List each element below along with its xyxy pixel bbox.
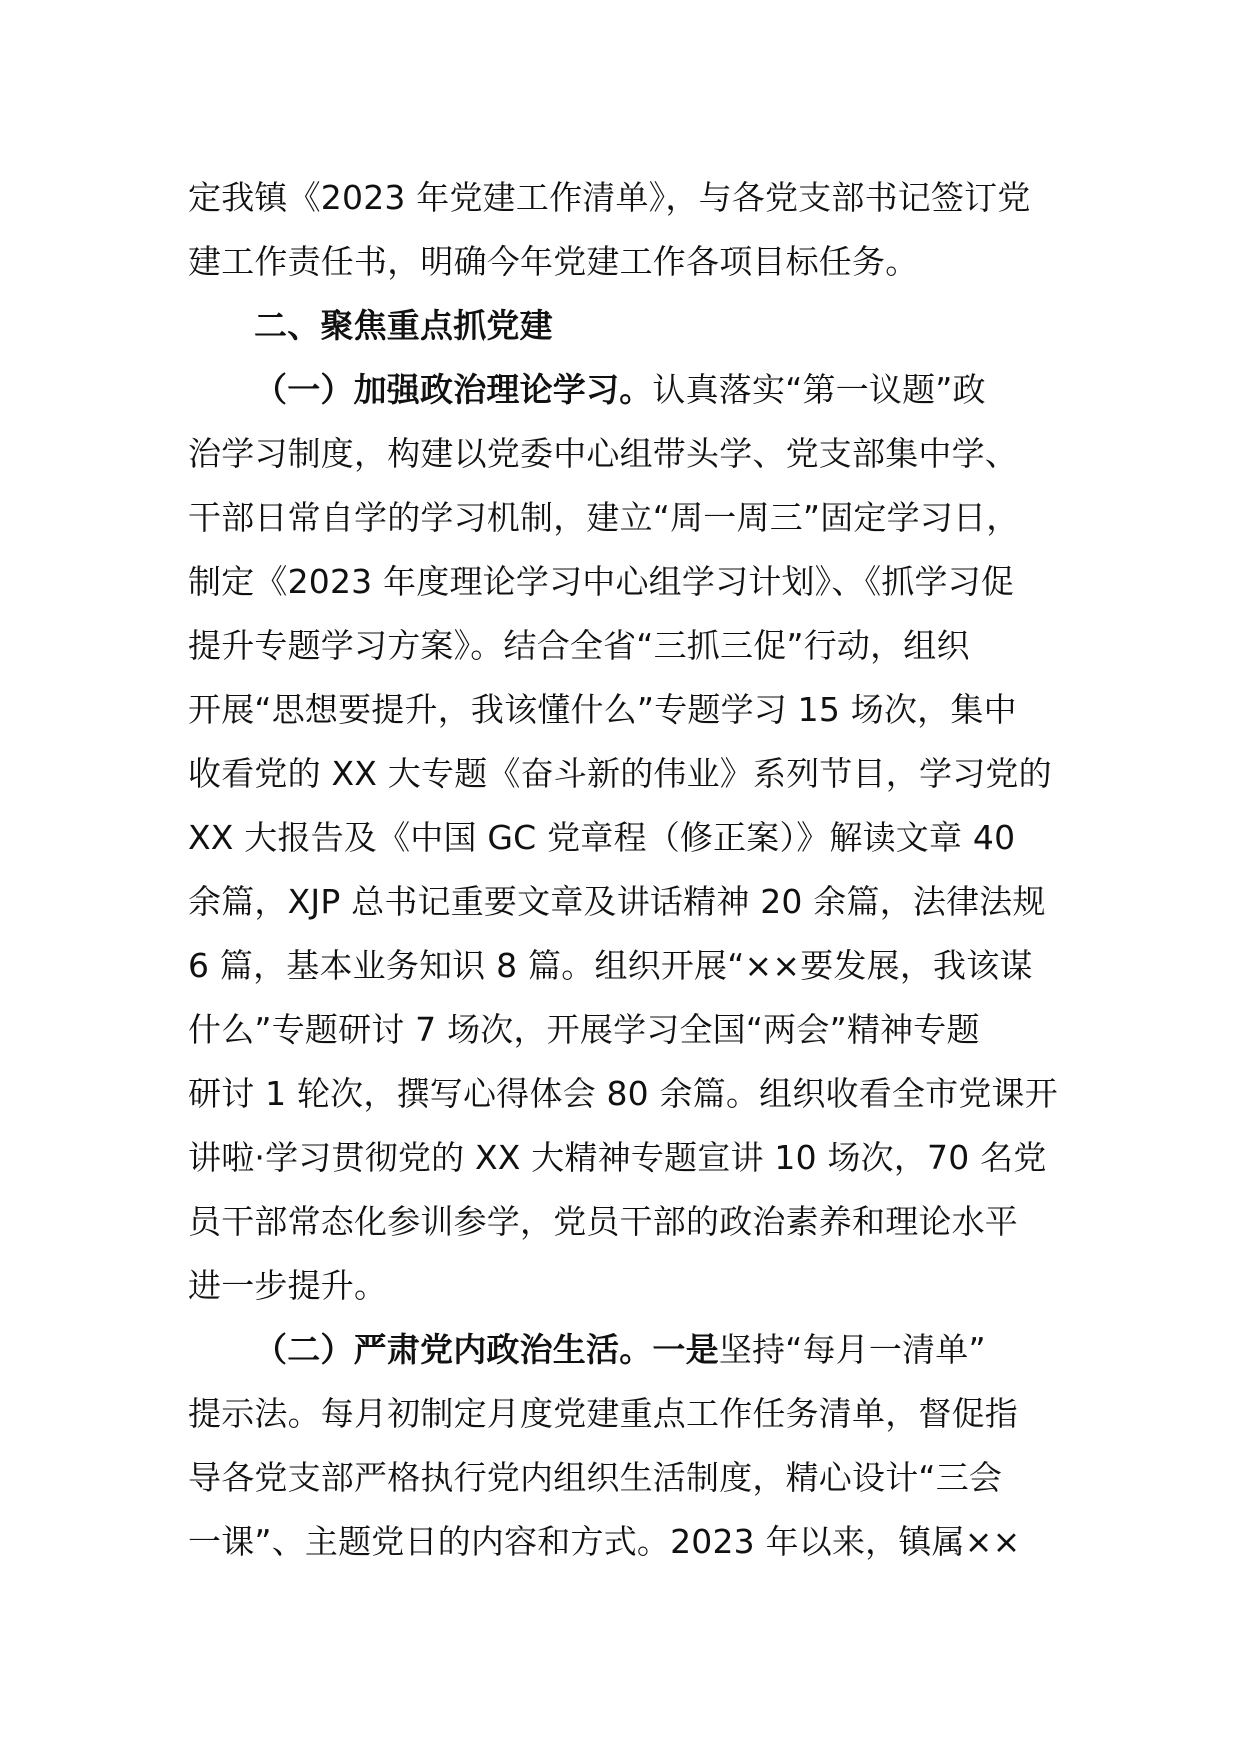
body-text: 提示法。每月初制定月度党建重点工作任务清单，督促指 (188, 1394, 1018, 1433)
text-line (188, 1062, 1060, 1126)
text-line (188, 742, 1060, 806)
body-text: 干部日常自学的学习机制，建立“周一周三”固定学习日， (188, 498, 1020, 537)
text-line (188, 1190, 1060, 1254)
document-body (188, 166, 1060, 1574)
body-text: 余篇，XJP 总书记重要文章及讲话精神 20 余篇，法律法规 (188, 882, 1046, 921)
text-line (188, 294, 1060, 358)
text-line (188, 422, 1060, 486)
text-line (188, 358, 1060, 422)
text-line (188, 1254, 1060, 1318)
text-line (188, 1382, 1060, 1446)
text-line (188, 486, 1060, 550)
text-line (188, 550, 1060, 614)
body-text: 定我镇《2023 年党建工作清单》，与各党支部书记签订党 (188, 178, 1031, 217)
text-line (188, 934, 1060, 998)
bold-heading-text: 二、聚焦重点抓党建 (254, 306, 553, 345)
body-text: 治学习制度，构建以党委中心组带头学、党支部集中学、 (188, 434, 1018, 473)
body-text: 收看党的 XX 大专题《奋斗新的伟业》系列节目，学习党的 (188, 754, 1052, 793)
text-line (188, 1446, 1060, 1510)
body-text: 建工作责任书，明确今年党建工作各项目标任务。 (188, 242, 919, 281)
body-text: 进一步提升。 (188, 1266, 388, 1305)
body-text: 导各党支部严格执行党内组织生活制度，精心设计“三会 (188, 1458, 1003, 1497)
body-text: 认真落实“第一议题”政 (652, 370, 986, 409)
text-line (188, 678, 1060, 742)
text-line (188, 998, 1060, 1062)
body-text: 一课”、主题党日的内容和方式。2023 年以来，镇属×× (188, 1522, 1021, 1561)
body-text: 讲啦·学习贯彻党的 XX 大精神专题宣讲 10 场次，70 名党 (188, 1138, 1047, 1177)
text-line (188, 614, 1060, 678)
body-text: 什么”专题研讨 7 场次，开展学习全国“两会”精神专题 (188, 1010, 980, 1049)
body-text: 提升专题学习方案》。结合全省“三抓三促”行动，组织 (188, 626, 970, 665)
body-text: XX 大报告及《中国 GC 党章程（修正案）》解读文章 40 (188, 818, 1016, 857)
body-text: 制定《2023 年度理论学习中心组学习计划》、《抓学习促 (188, 562, 1015, 601)
text-line (188, 806, 1060, 870)
text-line (188, 166, 1060, 230)
body-text: 坚持“每月一清单” (718, 1330, 986, 1369)
bold-heading-text: （二）严肃党内政治生活。一是 (254, 1330, 719, 1369)
body-text: 开展“思想要提升，我该懂什么”专题学习 15 场次，集中 (188, 690, 1017, 729)
text-line (188, 230, 1060, 294)
bold-heading-text: （一）加强政治理论学习。 (254, 370, 653, 409)
body-text: 员干部常态化参训参学，党员干部的政治素养和理论水平 (188, 1202, 1018, 1241)
body-text: 研讨 1 轮次，撰写心得体会 80 余篇。组织收看全市党课开 (188, 1074, 1058, 1113)
text-line (188, 1510, 1060, 1574)
text-line (188, 1318, 1060, 1382)
text-line (188, 870, 1060, 934)
text-line (188, 1126, 1060, 1190)
body-text: 6 篇，基本业务知识 8 篇。组织开展“××要发展，我该谋 (188, 946, 1033, 985)
